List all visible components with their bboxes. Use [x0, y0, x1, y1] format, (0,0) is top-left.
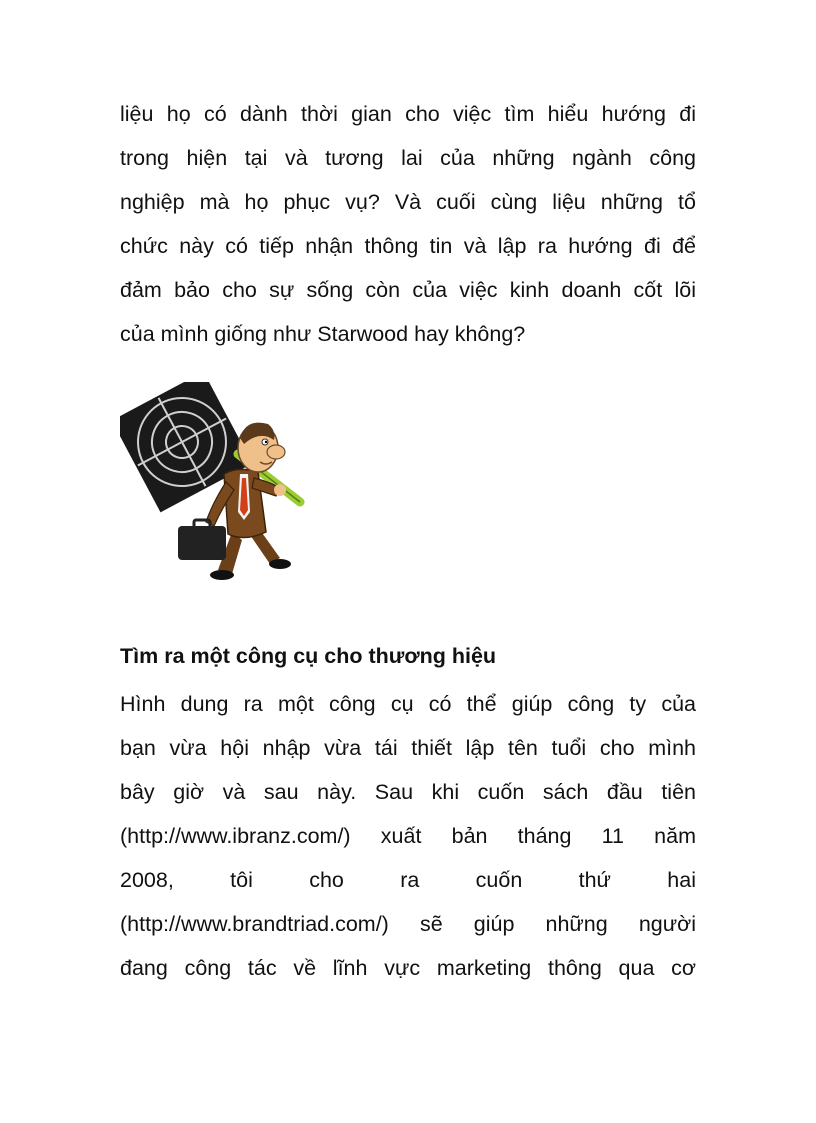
- paragraph-line: chức này có tiếp nhận thông tin và lập ra hướng đi để: [120, 234, 696, 258]
- paragraph-intro: [120, 92, 696, 356]
- paragraph-body: [120, 682, 696, 990]
- paragraph-line: (http://www.brandtriad.com/) sẽ giúp những người: [120, 912, 696, 936]
- illustration-svg: [120, 382, 320, 592]
- document-page: [120, 92, 696, 990]
- paragraph-line: nghiệp mà họ phục vụ? Và cuối cùng liệu những tổ: [120, 190, 696, 214]
- paragraph-line: bạn vừa hội nhập vừa tái thiết lập tên tuổi cho mình: [120, 736, 696, 760]
- paragraph-line: đảm bảo cho sự sống còn của việc kinh doanh cốt lõi: [120, 278, 696, 302]
- paragraph-line: của mình giống như Starwood hay không?: [120, 322, 526, 346]
- paragraph-line: bây giờ và sau này. Sau khi cuốn sách đầu tiên: [120, 780, 696, 804]
- paragraph-line: 2008, tôi cho ra cuốn thứ hai: [120, 868, 696, 892]
- paragraph-line: đang công tác về lĩnh vực marketing thông qua cơ: [120, 956, 696, 980]
- paragraph-line: Hình dung ra một công cụ có thể giúp công ty của: [120, 692, 696, 716]
- paragraph-line: trong hiện tại và tương lai của những ngành công: [120, 146, 696, 170]
- section-heading: Tìm ra một công cụ cho thương hiệu: [120, 644, 497, 668]
- businessman-carrying-target-icon: [120, 382, 320, 592]
- paragraph-line: (http://www.ibranz.com/) xuất bản tháng 11 năm: [120, 824, 696, 848]
- paragraph-line: liệu họ có dành thời gian cho việc tìm hiểu hướng đi: [120, 102, 696, 126]
